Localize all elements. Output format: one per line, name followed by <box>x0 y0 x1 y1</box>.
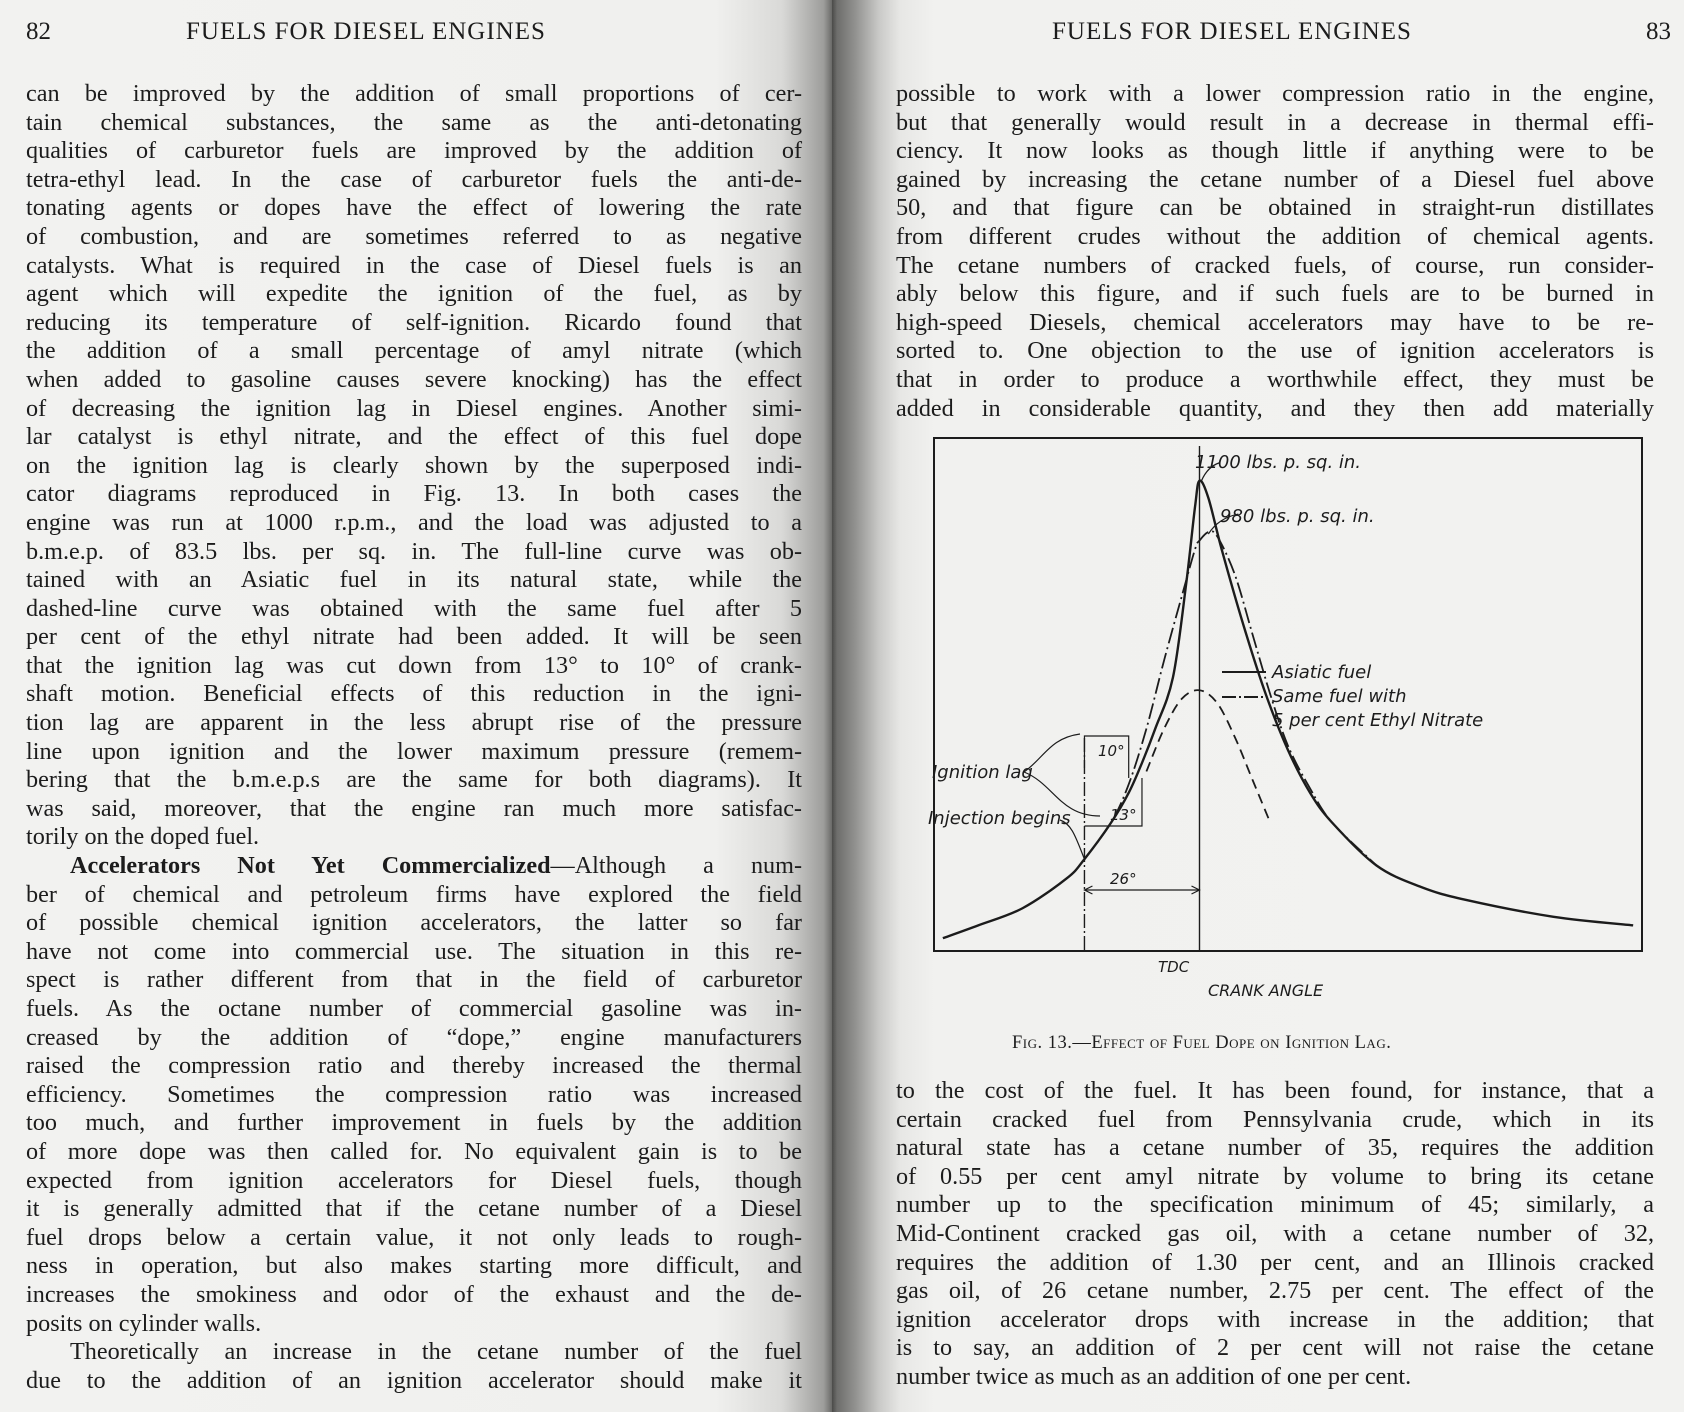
text-line: too much, and further improvement in fuels by the addition <box>26 1109 802 1137</box>
text-line: it is generally admitted that if the cetane number of a Diesel <box>26 1195 802 1223</box>
text-line: of more dope was then called for. No equivalent gain is to be <box>26 1137 802 1165</box>
paragraph <box>26 80 802 852</box>
text-line: can be improved by the addition of small proportions of cer- <box>26 80 802 107</box>
text-line: line upon ignition and the lower maximum pressure (remem- <box>26 737 802 765</box>
text-line: from different crudes without the addition of chemical agents. <box>896 222 1654 250</box>
text-line: lar catalyst is ethyl nitrate, and the effect of this fuel dope <box>26 423 802 451</box>
annotation-ignition-lag: Ignition lag <box>932 762 1033 783</box>
text-line <box>26 852 802 881</box>
text-line: possible to work with a lower compression ratio in the engine, <box>896 80 1654 107</box>
right-page <box>832 0 1684 1412</box>
text-line: of 0.55 per cent amyl nitrate by volume to bring its cetane <box>896 1162 1654 1190</box>
text-line: is to say, an addition of 2 per cent will not raise the cetane <box>896 1334 1654 1362</box>
tdc-label: TDC <box>1158 958 1190 976</box>
section-heading: Accelerators Not Yet Commercialized <box>70 852 551 880</box>
figure-caption: Fig. 13.—Effect of Fuel Dope on Ignition Lag. <box>1012 1033 1392 1053</box>
text-line: efficiency. Sometimes the compression ratio was increased <box>26 1080 802 1108</box>
text-line: ness in operation, but also makes starting more difficult, and <box>26 1252 802 1280</box>
text-line: Theoretically an increase in the cetane number of the fuel <box>70 1338 802 1366</box>
paragraph <box>26 852 802 1338</box>
page-number: 83 <box>1646 18 1671 45</box>
text-line: increases the smokiness and odor of the exhaust and the de- <box>26 1280 802 1308</box>
legend-label-doped-line1: Same fuel with <box>1272 686 1407 707</box>
text-line: that in order to produce a worthwhile effect, they must be <box>896 365 1654 393</box>
text-line: high-speed Diesels, chemical accelerators may have to be re- <box>896 308 1654 336</box>
legend-label-doped-line2: 5 per cent Ethyl Nitrate <box>1272 710 1484 731</box>
text-line: The cetane numbers of cracked fuels, of course, run consider- <box>896 251 1654 279</box>
text-line: requires the addition of 1.30 per cent, and an Illinois cracked <box>896 1248 1654 1276</box>
x-axis-label: Crank Angle <box>1208 981 1324 1000</box>
text-line: posits on cylinder walls. <box>26 1309 262 1337</box>
text-line: tetra-ethyl lead. In the case of carburetor fuels the anti-de- <box>26 165 802 193</box>
text-line: torily on the doped fuel. <box>26 823 260 851</box>
text-line: ber of chemical and petroleum firms have explored the field <box>26 880 802 908</box>
series-line-compression <box>1146 690 1270 823</box>
text-line: tain chemical substances, the same as the anti-detonating <box>26 108 802 136</box>
text-line: reducing its temperature of self-ignition. Ricardo found that <box>26 308 802 336</box>
text-line: dashed-line curve was obtained with the same fuel after 5 <box>26 594 802 622</box>
text-line: ably below this figure, and if such fuels are to be burned in <box>896 280 1654 308</box>
text-line: number up to the specification minimum of 45; similarly, a <box>896 1191 1654 1219</box>
text-line: cator diagrams reproduced in Fig. 13. In both cases the <box>26 480 802 508</box>
annotation-advance-26: 26° <box>1110 870 1137 888</box>
text-line: b.m.e.p. of 83.5 lbs. per sq. in. The full-line curve was ob- <box>26 537 802 565</box>
text-line: to the cost of the fuel. It has been found, for instance, that a <box>896 1077 1654 1104</box>
text-line: expected from ignition accelerators for Diesel fuels, though <box>26 1166 802 1194</box>
text-line: on the ignition lag is clearly shown by the superposed indi- <box>26 451 802 479</box>
text-line: Mid-Continent cracked gas oil, with a cetane number of 32, <box>896 1219 1654 1247</box>
running-head: FUELS FOR DIESEL ENGINES <box>1052 18 1412 45</box>
right-body-text-bottom <box>896 1077 1654 1392</box>
text-line: fuel drops below a certain value, it not only leads to rough- <box>26 1223 802 1251</box>
text-line: creased by the addition of “dope,” engine manufacturers <box>26 1023 802 1051</box>
text-line: spect is rather different from that in the field of carburetor <box>26 966 802 994</box>
page-number: 82 <box>26 18 51 45</box>
indicator-diagram <box>924 438 1646 1038</box>
text-line: tonating agents or dopes have the effect of lowering the rate <box>26 194 802 222</box>
text-line: tained with an Asiatic fuel in its natural state, while the <box>26 566 802 594</box>
left-body-text <box>26 80 802 1395</box>
text-line: have not come into commercial use. The situation in this re- <box>26 937 802 965</box>
legend-label-asiatic: Asiatic fuel <box>1272 662 1372 683</box>
text-line: gas oil, of 26 cetane number, 2.75 per cent. The effect of the <box>896 1277 1654 1305</box>
text-line: when added to gasoline causes severe knocking) has the effect <box>26 365 802 393</box>
running-head: FUELS FOR DIESEL ENGINES <box>186 18 546 45</box>
text-line: sorted to. One objection to the use of ignition accelerators is <box>896 337 1654 365</box>
text-line: natural state has a cetane number of 35, requires the addition <box>896 1134 1654 1162</box>
text-line: gained by increasing the cetane number of a Diesel fuel above <box>896 165 1654 193</box>
text-run: —Although a num- <box>550 852 802 880</box>
text-line: 50, and that figure can be obtained in straight-run distillates <box>896 194 1654 222</box>
text-line: but that generally would result in a decrease in thermal effi- <box>896 108 1654 136</box>
text-line: certain cracked fuel from Pennsylvania crude, which in its <box>896 1105 1654 1133</box>
text-line: ignition accelerator drops with increase in the addition; that <box>896 1305 1654 1333</box>
left-page <box>0 0 832 1412</box>
annotation-lag-10: 10° <box>1098 742 1125 760</box>
text-line: ciency. It now looks as though little if anything were to be <box>896 137 1654 165</box>
text-line: catalysts. What is required in the case of Diesel fuels is an <box>26 251 802 279</box>
paragraph <box>26 1338 802 1395</box>
text-line: tion lag are apparent in the less abrupt rise of the pressure <box>26 709 802 737</box>
text-line: per cent of the ethyl nitrate had been added. It will be seen <box>26 623 802 651</box>
figure-13 <box>924 438 1646 1038</box>
annotation-lag-13: 13° <box>1110 806 1137 824</box>
text-line: was said, moreover, that the engine ran much more satisfac- <box>26 794 802 822</box>
text-line: that the ignition lag was cut down from 13° to 10° of crank- <box>26 651 802 679</box>
text-line: the addition of a small percentage of amyl nitrate (which <box>26 337 802 365</box>
peak-label-asiatic: 1100 lbs. p. sq. in. <box>1195 452 1362 473</box>
annotation-injection-begins: Injection begins <box>928 808 1071 829</box>
text-line: fuels. As the octane number of commercial gasoline was in- <box>26 995 802 1022</box>
text-line: raised the compression ratio and thereby increased the thermal <box>26 1052 802 1080</box>
text-line: qualities of carburetor fuels are improved by the addition of <box>26 137 802 165</box>
text-line: engine was run at 1000 r.p.m., and the load was adjusted to a <box>26 508 802 536</box>
text-line: of combustion, and are sometimes referred to as negative <box>26 222 802 250</box>
text-line: number twice as much as an addition of one per cent. <box>896 1362 1412 1390</box>
text-line: shaft motion. Beneficial effects of this reduction in the igni- <box>26 680 802 708</box>
right-body-text-top <box>896 80 1654 423</box>
text-line: of possible chemical ignition accelerators, the latter so far <box>26 909 802 937</box>
text-line: added in considerable quantity, and they then add materially <box>896 394 1654 422</box>
text-line: due to the addition of an ignition accelerator should make it <box>26 1366 802 1394</box>
peak-label-doped: 980 lbs. p. sq. in. <box>1220 506 1375 527</box>
text-line: bering that the b.m.e.p.s are the same for both diagrams). It <box>26 766 802 794</box>
text-line: of decreasing the ignition lag in Diesel engines. Another simi- <box>26 394 802 422</box>
text-line: agent which will expedite the ignition of the fuel, as by <box>26 280 802 308</box>
